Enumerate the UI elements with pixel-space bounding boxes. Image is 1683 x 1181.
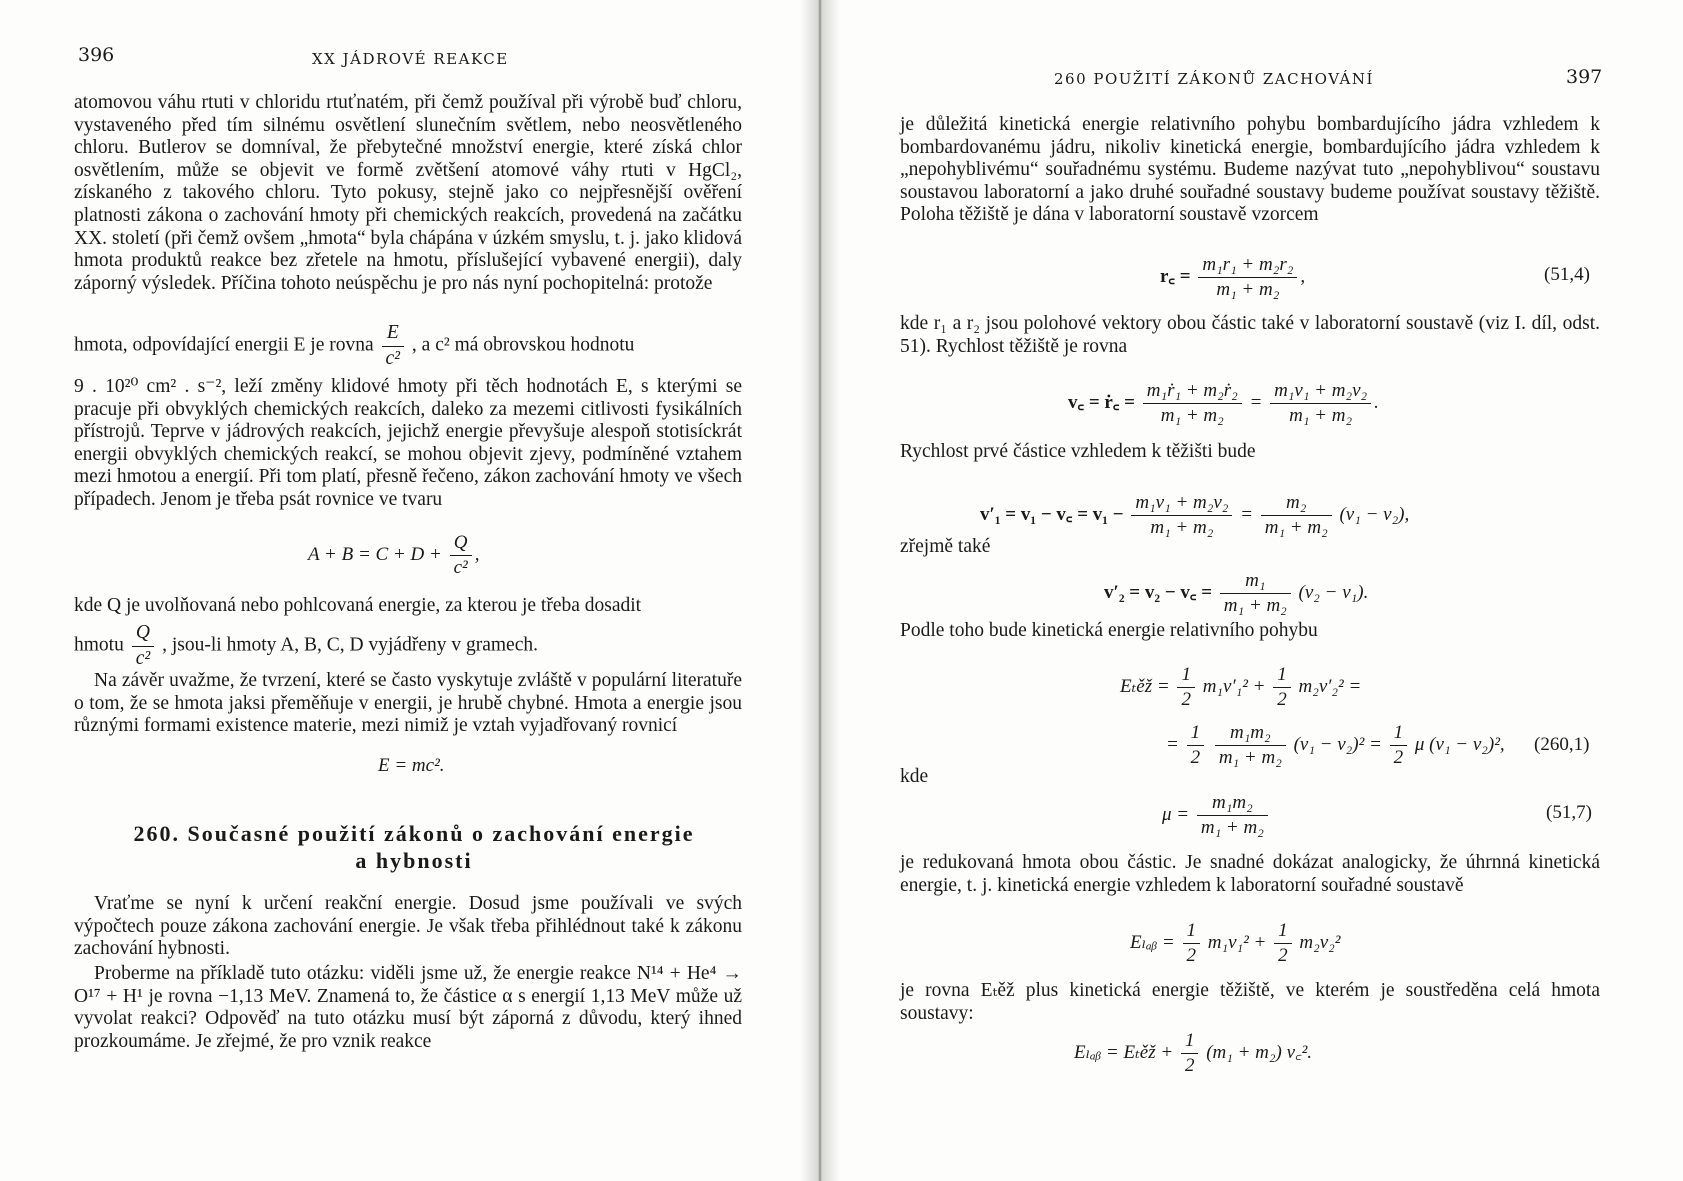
hmotu-line: hmotu $\frac{Q}{\text{c²}}$ , jsou-li hmoty A, B, C, D vyjádřeny v gramech. xyxy=(74,622,538,669)
left-paragraph-4: Na závěr uvažme, že tvrzení, které se často vyskytuje zvláště v populární literatuře o tom, že se hmota jaksi přeměňuje v energii, je hrubě chybné. Hmota a energie jsou různými formami existence materie, mezi nimiž je vztah vyjadřovaný rovnicí xyxy=(74,670,742,737)
mass-balance-equation: A + B = C + D + $\frac{Q}{\text{c²}}$ , xyxy=(308,532,480,578)
mass-energy-equation: E = mc². xyxy=(378,755,445,776)
left-paragraph-1: atomovou váhu rtuti v chloridu rtuťnatém, při čemž používal při výrobě buď chloru, vystaveného před tím silnému osvětlení slunečním světlem, nebo neosvětleného chloru. Butlerov se domníval, že přebytečné množství energie, které získá chlor osvětlením, může se objevit ve formě zvětšení atomové váhy rtuti v HgCl₂, získaného z takového chloru. Tyto pokusy, stejně jako co nejpřesnější ověření platnosti zákona o zachování hmoty při chemických reakcích, provedená na začátku XX. století (při čemž ovšem „hmota“ byla chápána v úzkém smyslu, t. j. jako klidová hmota produktů reakce bez zřetele na hmotu, příslušející vybavené energii), daly záporný výsledek. Příčina tohoto neúspěchu je pro nás nyní pochopitelná: protože xyxy=(74,92,742,294)
center-of-mass-velocity-equation: v꜀ = ṙ꜀ = $\frac{\text{m₁ṙ₁ + m₂ṙ₂}}{\text{m₁ + m₂}}$ = $\frac{\text{m₁v₁ + m₂v₂}}{\text{m₁ + m₂}}$ . xyxy=(1068,380,1379,426)
left-paragraph-6: Proberme na příkladě tuto otázku: viděli jsme už, že energie reakce N¹⁴ + He⁴ → O¹⁷ + H¹ je rovna −1,13 MeV. Znamená to, že částice α s energií 1,13 MeV může už vyvolat reakci? Odpověď na tuto otázku musí být záporná z důvodu, který ihned prozkoumáme. Je zřejmé, že pro vznik reakce xyxy=(74,963,742,1052)
equation-number-260-1: (260,1) xyxy=(1534,734,1590,755)
right-paragraph-4: je rovna Eₜěž plus kinetická energie těžiště, ve kterém je soustředěna celá hmota soustavy: xyxy=(900,980,1600,1024)
right-paragraph-3: je redukovaná hmota obou částic. Je snadné dokázat analogicky, že úhrnná kinetická energie, t. j. kinetická energie vzhledem k laboratorní souřadné soustavě xyxy=(900,852,1600,896)
reduced-mass-equation: μ = $\frac{\text{m₁m₂}}{\text{m₁ + m₂}}$ xyxy=(1162,792,1271,839)
relative-kinetic-energy-equation-1: Eₜěž = $\frac{1}{2}$ m₁v′₁² + $\frac{1}{2}$ m₂v′₂² = xyxy=(1120,664,1362,710)
left-paragraph-3: kde Q je uvolňovaná nebo pohlcovaná energie, za kterou je třeba dosadit xyxy=(74,595,642,616)
relative-velocity-2-equation: v′₂ = v₂ − v꜀ = $\frac{\text{m₁}}{\text{m₁ + m₂}}$ (v₂ − v₁). xyxy=(1104,570,1369,616)
left-paragraph-2: 9 . 10²⁰ cm² . s⁻², leží změny klidové hmoty při těch hodnotách E, s kterými se pracuje při obvyklých chemických reakcích, daleko za mezemi citlivosti fysikálních přístrojů. Teprve v jádrových reakcích, jejichž energie převyšuje alespoň stotisíckrát energii obvyklých chemických reakcí, se mohou objevit zjevy, podmíněné vztahem mezi hmotou a energií. Při tom platí, přesně řečeno, zákon zachování hmoty ve všech případech. Jenom je třeba psát rovnice ve tvaru xyxy=(74,376,742,510)
center-of-mass-position-equation: r꜀ = $\frac{\text{m₁r₁ + m₂r₂}}{\text{m₁ + m₂}}$ , xyxy=(1160,254,1306,300)
relative-kinetic-energy-equation-2: = $\frac{1}{2}$ $\frac{\text{m₁m₂}}{\text{m₁ + m₂}}$ (v₁ − v₂)² = $\frac{1}{2}$ μ (v₁ − v₂)², xyxy=(1166,722,1505,768)
energy-over-c2-fraction: $\frac{E}{\text{c²}}$ xyxy=(382,322,405,370)
equation-number-51-7: (51,7) xyxy=(1546,802,1592,823)
page-number-left: 396 xyxy=(78,44,115,66)
right-paragraph-2: kde r₁ a r₂ jsou polohové vektory obou částic také v laboratorní soustavě (viz I. díl, odst. 51). Rychlost těžiště je rovna xyxy=(900,313,1600,357)
relative-velocity-1-equation: v′₁ = v₁ − v꜀ = v₁ − $\frac{\text{m₁v₁ + m₂v₂}}{\text{m₁ + m₂}}$ = $\frac{\text{m₂}}{\text{m₁ + m₂}}$ (v₁ − v₂), xyxy=(980,492,1410,538)
running-head-left: XX JÁDROVÉ REAKCE xyxy=(312,50,509,68)
right-page xyxy=(830,0,1683,1181)
running-head-right: 260 POUŽITÍ ZÁKONŮ ZACHOVÁNÍ xyxy=(1054,70,1374,88)
podle-line: Podle toho bude kinetická energie relativního pohybu xyxy=(900,620,1318,641)
kde-line: kde xyxy=(900,766,929,787)
lab-energy-decomposition-equation: Eₗₐᵦ = Eₜěž + $\frac{1}{2}$ (m₁ + m₂) v꜀². xyxy=(1074,1030,1313,1076)
mass-energy-line: hmota, odpovídající energii E je rovna $\frac{E}{\text{c²}}$ , a c² má obrovskou hodnotu xyxy=(74,322,635,369)
lab-kinetic-energy-equation: Eₗₐᵦ = $\frac{1}{2}$ m₁v₁² + $\frac{1}{2}$ m₂v₂² xyxy=(1130,920,1341,966)
right-paragraph-1: je důležitá kinetická energie relativního pohybu bombardujícího jádra vzhledem k bombardovanému jádru, nikoliv kinetická energie, bombardujícího jádra vzhledem k „nepohyblivému“ souřadnému systému. Budeme nazývat tuto „nepohyblivou“ soustavu soustavou laboratorní a jako druhé souřadné soustavy budeme používat soustavy těžiště. Poloha těžiště je dána v laboratorní soustavě vzorcem xyxy=(900,114,1600,226)
left-paragraph-5: Vraťme se nyní k určení reakční energie. Dosud jsme používali ve svých výpočtech pouze zákona zachování energie. Je však třeba přihlédnout také k zákonu zachování hybnosti. xyxy=(74,893,742,960)
zrejme-line: zřejmě také xyxy=(900,536,991,557)
left-page xyxy=(0,0,810,1181)
section-heading-260: 260. Současné použití zákonů o zachování energie a hybnosti xyxy=(133,821,695,873)
rychlost-line: Rychlost prvé částice vzhledem k těžišti bude xyxy=(900,441,1256,462)
equation-number-51-4: (51,4) xyxy=(1544,264,1590,285)
page-number-right: 397 xyxy=(1566,66,1603,88)
